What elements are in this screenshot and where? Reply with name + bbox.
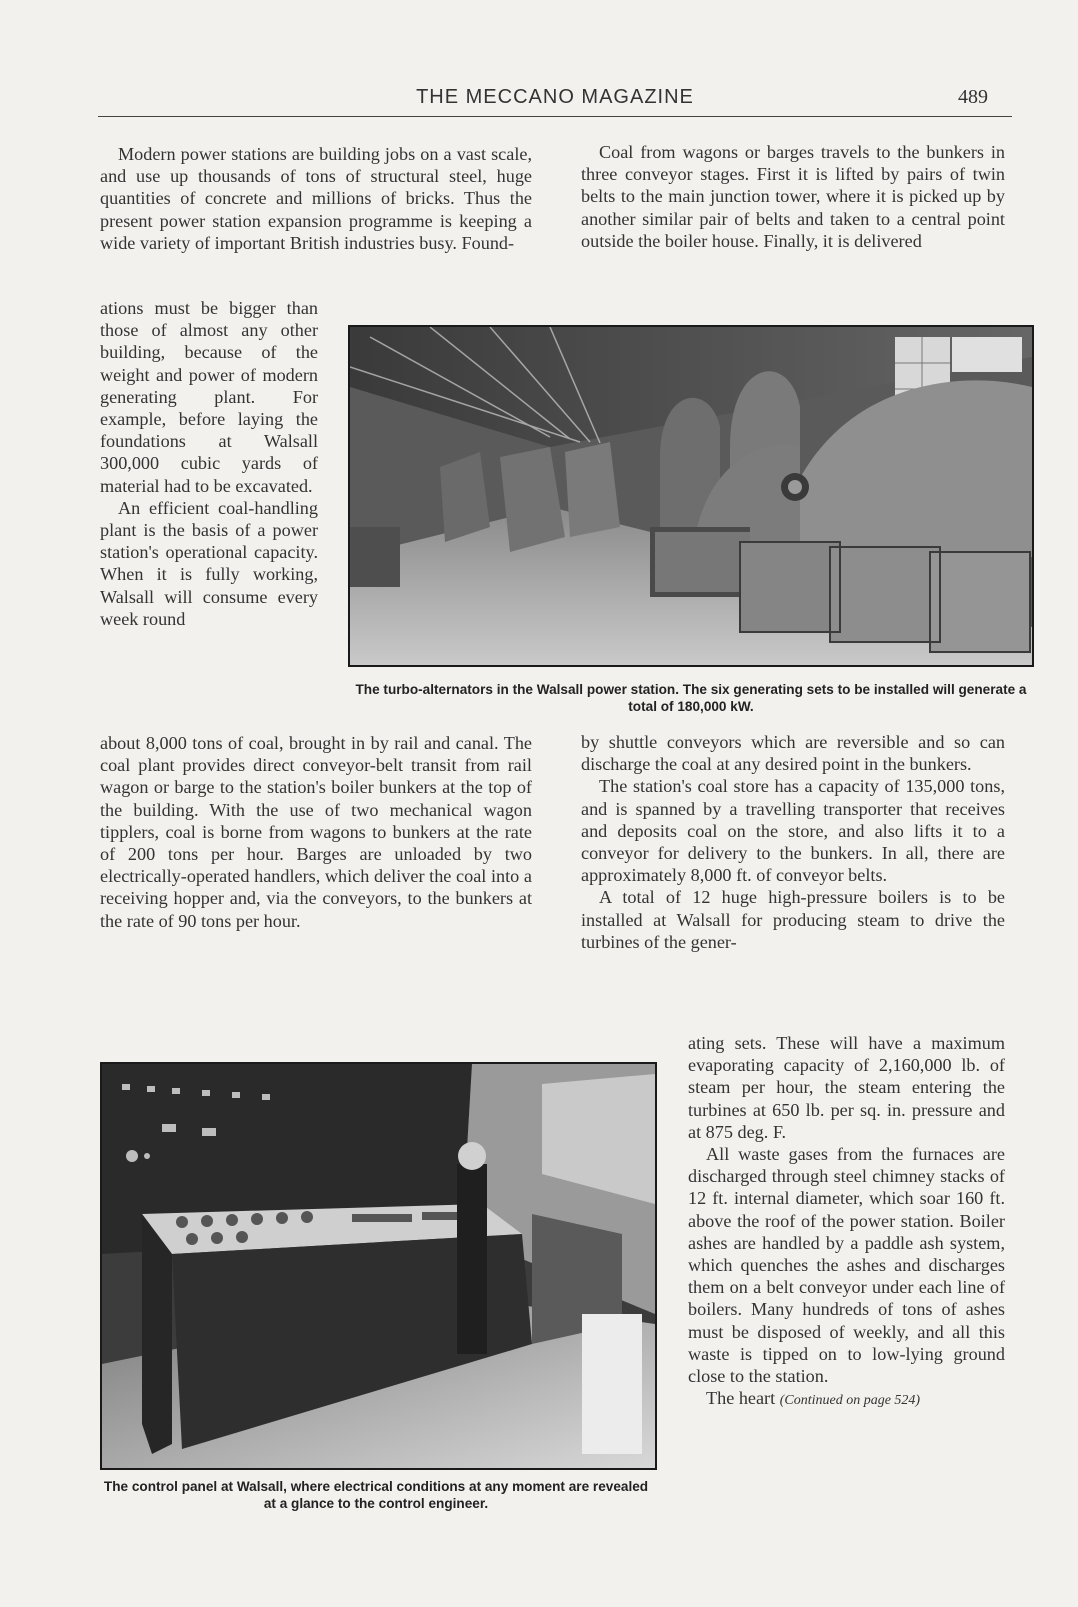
right-column-mid-text	[581, 731, 1005, 953]
magazine-title: THE MECCANO MAGAZINE	[416, 86, 694, 108]
left-column-top-text	[100, 143, 532, 254]
continued-note: (Continued on page 524)	[779, 1393, 921, 1409]
right-column-top-text	[581, 141, 1005, 252]
right-narrow-column	[688, 1032, 1005, 1412]
turbo-alternators-image	[350, 327, 1032, 665]
paragraph-text: The heart	[706, 1388, 776, 1409]
paragraph: by shuttle conveyors which are reversible and so can discharge the coal at any desired point in the bunkers.	[581, 732, 1005, 775]
paragraph: All waste gases from the furnaces are discharged through steel chimney stacks of 12 ft. internal diameter, which soar 160 ft. above the roof of the power station. Boiler ashes are handled by a paddle ash system, which quenches the ashes and discharges them on a belt conveyor under each line of boilers. Many hundreds of tons of ashes must be disposed of weekly, and all this waste is tipped on to low-lying ground close to the station.	[688, 1144, 1005, 1387]
paragraph: ating sets. These will have a maximum evaporating capacity of 2,160,000 lb. of steam per hour, the steam entering the turbines at 650 lb. per sq. in. pressure and at 875 deg. F.	[688, 1033, 1005, 1142]
page-number: 489	[958, 86, 988, 108]
paragraph	[688, 1387, 1005, 1412]
control-panel-caption: The control panel at Walsall, where electrical conditions at any moment are revealed at a glance to the control engineer.	[103, 1479, 649, 1511]
paragraph: Modern power stations are building jobs on a vast scale, and use up thousands of tons of structural steel, huge quantities of concrete and millions of bricks. Thus the present power station expansion programme is keeping a wide variety of important British industries busy. Found-	[100, 144, 532, 253]
control-panel-photo	[100, 1062, 657, 1470]
paragraph: ations must be bigger than those of almost any other building, because of the weight and power of modern generating plant. For example, before laying the foundations at Walsall 300,000 cubic yards of material had to be excavated.	[100, 298, 318, 496]
page-header	[98, 86, 1012, 117]
paragraph: Coal from wagons or barges travels to the bunkers in three conveyor stages. First it is lifted by pairs of twin belts to the main junction tower, where it is picked up by another similar pair of belts and taken to a central point outside the boiler house. Finally, it is delivered	[581, 142, 1005, 251]
paragraph: The station's coal store has a capacity of 135,000 tons, and is spanned by a travelling transporter that receives and deposits coal on the store, and also lifts it to a conveyor for delivery to the bunkers. In all, there are approximately 8,000 ft. of conveyor belts.	[581, 776, 1005, 886]
control-panel-image	[102, 1064, 655, 1468]
paragraph: about 8,000 tons of coal, brought in by rail and canal. The coal plant provides direct conveyor-belt transit from rail wagon or barge to the station's boiler bunkers at the top of the building. With the use of two mechanical wagon tipplers, coal is borne from wagons to bunkers at the rate of 200 tons per hour. Barges are unloaded by two electrically-operated handlers, which deliver the coal into a receiving hopper and, via the conveyors, to the bunkers at the rate of 90 tons per hour.	[100, 733, 532, 931]
paragraph: A total of 12 huge high-pressure boilers is to be installed at Walsall for producing steam to drive the turbines of the gener-	[581, 887, 1005, 952]
turbo-alternators-caption: The turbo-alternators in the Walsall power station. The six generating sets to be installed will generate a total of 180,000 kW.	[355, 682, 1027, 714]
paragraph: An efficient coal-handling plant is the basis of a power station's operational capacity. When it is fully working, Walsall will consume every week round	[100, 497, 318, 629]
turbo-alternators-photo	[348, 325, 1034, 667]
left-narrow-column	[100, 297, 318, 630]
left-column-mid-text	[100, 732, 532, 932]
